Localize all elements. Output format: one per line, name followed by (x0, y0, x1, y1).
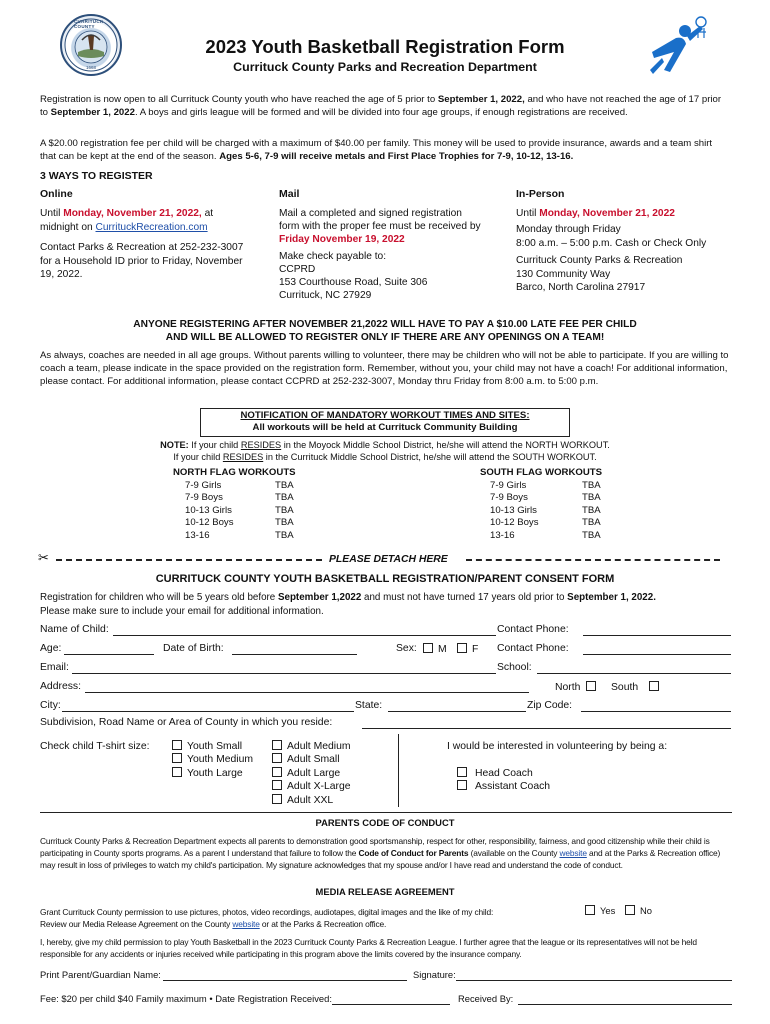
contact-phone-2-label: Contact Phone: (497, 643, 569, 654)
workout-subtitle: All workouts will be held at Currituck Community Building (252, 422, 518, 433)
age-field[interactable] (64, 644, 154, 655)
youth-large-option[interactable]: Youth Large (172, 767, 253, 780)
address-label: Address: (40, 681, 82, 692)
volunteer-label: I would be interested in volunteering by being a: (447, 741, 668, 752)
sex-label: Sex: (396, 643, 417, 654)
zip-label: Zip Code: (527, 700, 573, 711)
adult-medium-option[interactable]: Adult Medium (272, 740, 351, 753)
intro-paragraph-1: Registration is now open to all Currituck County youth who have reached the age of 5 prior to September 1, 2022, and who have not reached the age of 17 prior to September 1, 2022. A boys and girls league will be formed and will be divided into four age groups, if enough registrations are received. (40, 94, 722, 118)
consent-intro-line-1: Registration for children who will be 5 years old before September 1,2022 and must not have turned 17 years old prior to September 1, 2022. (40, 592, 656, 603)
head-coach-option[interactable]: Head Coach (457, 767, 550, 780)
head-coach-checkbox[interactable] (457, 767, 467, 777)
coaches-paragraph: As always, coaches are needed in all age groups. Without parents willing to volunteer, there may be children who will not be able to participate. If you are willing to coach a team, please indicate in the space provided on the registration form. Remember, without you, your child may not have a coach! For additional information, please contact. For additional information, please contact CCPRD at 252-232-3007, Monday thru Friday from 8:00 a.m. to 5:00 p.m. (40, 350, 729, 387)
online-line-4: for a Household ID prior to Friday, November (40, 255, 243, 267)
youth-large-checkbox[interactable] (172, 767, 182, 777)
late-fee-notice-1: ANYONE REGISTERING AFTER NOVEMBER 21,2022 WILL HAVE TO PAY A $10.00 LATE FEE PER CHILD (133, 319, 637, 330)
online-line-1: Until Monday, November 21, 2022, at (40, 208, 214, 219)
page-title: 2023 Youth Basketball Registration Form (205, 36, 565, 57)
north-workouts-title: NORTH FLAG WORKOUTS (173, 467, 296, 478)
contact-phone-2-field[interactable] (583, 644, 731, 655)
detach-line-left (56, 559, 322, 561)
volunteer-options (457, 767, 550, 794)
contact-phone-label: Contact Phone: (497, 624, 569, 635)
participation-permission: I, hereby, give my child permission to play Youth Basketball in the 2023 Currituck County Parks & Recreation League. I further agree that the league or its representatives will not be held responsible for any accidents or injuries received while participating in this program above the limits covered by the insurance company. (40, 937, 697, 959)
received-by-label: Received By: (458, 993, 514, 1004)
assistant-coach-option[interactable]: Assistant Coach (457, 780, 550, 793)
consent-form-title: CURRITUCK COUNTY YOUTH BASKETBALL REGISTRATION/PARENT CONSENT FORM (155, 573, 615, 585)
tshirt-divider (398, 734, 399, 807)
assistant-coach-checkbox[interactable] (457, 780, 467, 790)
sex-male-checkbox[interactable] (423, 643, 433, 653)
media-yes-checkbox[interactable] (585, 905, 595, 915)
youth-sizes (172, 740, 253, 780)
city-label: City: (40, 700, 61, 711)
date-received-field[interactable] (332, 994, 450, 1005)
consent-intro (40, 591, 732, 620)
south-option[interactable]: South (611, 681, 664, 693)
youth-small-checkbox[interactable] (172, 740, 182, 750)
table-row: 7-9 Girls TBA (185, 479, 294, 491)
dob-label: Date of Birth: (163, 643, 224, 654)
intro-paragraph-2: A $20.00 registration fee per child will be charged with a maximum of $40.00 per family. This money will be used to provide insurance, awards and a team shirt that can be kept at the end of the season. Ages 5-6, 7-9 will receive metals and First Place Trophies for 7-9, 10-12, 13-16. (40, 138, 713, 162)
table-row: 10-13 Girls TBA (490, 504, 601, 516)
conduct-website-link[interactable]: website (559, 848, 587, 858)
online-line-3: Contact Parks & Recreation at 252-232-3007 (40, 242, 244, 254)
youth-small-option[interactable]: Youth Small (172, 740, 253, 753)
state-field[interactable] (388, 701, 526, 712)
table-row: 7-9 Girls TBA (490, 479, 601, 491)
state-label: State: (355, 700, 383, 711)
print-name-label: Print Parent/Guardian Name: (40, 969, 161, 980)
south-workouts-table (490, 480, 619, 543)
subdivision-field[interactable] (362, 718, 731, 729)
media-yes-option[interactable]: Yes (585, 905, 615, 916)
north-workouts (173, 467, 312, 543)
media-line-2: Review our Media Release Agreement on the County website or at the Parks & Recreation office. (40, 919, 387, 929)
child-name-field[interactable] (113, 625, 496, 636)
adult-large-option[interactable]: Adult Large (272, 767, 351, 780)
address-field[interactable] (85, 682, 529, 693)
media-line-1: Grant Currituck County permission to use pictures, photos, video recordings, audiotapes, digital images and the like of my child: (40, 907, 494, 917)
online-line-2: midnight on CurrituckRecreation.com (40, 221, 208, 233)
adult-xlarge-option[interactable]: Adult X-Large (272, 780, 351, 793)
city-field[interactable] (62, 701, 354, 712)
section-divider (40, 812, 732, 813)
media-no-option[interactable]: No (625, 905, 652, 916)
south-workouts (480, 467, 619, 543)
conduct-text: Currituck County Parks & Recreation Department expects all parents to demonstration good sportsmanship, respect for other, responsibility, fairness, and good citizenship while their child is participating in County sports programs. As a parent I understand that failure to follow the Code of Conduct for Parents (available on the County website and at the Parks & Recreation office) may result in loss of privileges to watch my child's participation. My signature acknowledges that my spouse and/or I have read and understand the code of conduct. (40, 836, 721, 870)
mail-deadline: Friday November 19, 2022 (279, 234, 405, 246)
signature-field[interactable] (456, 970, 732, 981)
mail-section (279, 207, 511, 302)
adult-sizes (272, 740, 351, 807)
subdivision-label: Subdivision, Road Name or Area of County in which you reside: (40, 717, 333, 728)
mail-line-7: Currituck, NC 27929 (279, 290, 372, 302)
currituck-recreation-link[interactable]: CurrituckRecreation.com (95, 221, 208, 233)
inperson-line-6: Barco, North Carolina 27917 (516, 282, 646, 294)
media-no-checkbox[interactable] (625, 905, 635, 915)
adult-xxl-option[interactable]: Adult XXL (272, 794, 351, 807)
inperson-line-1: Until Monday, November 21, 2022 (516, 208, 675, 219)
seal-text-bottom: 1668 (86, 65, 97, 70)
ways-heading: 3 WAYS TO REGISTER (40, 170, 153, 182)
table-row: 7-9 Boys TBA (185, 492, 294, 504)
sex-female-checkbox[interactable] (457, 643, 467, 653)
north-checkbox[interactable] (586, 681, 596, 691)
page-subtitle: Currituck County Parks and Recreation Department (233, 60, 537, 74)
mail-line-2: form with the proper fee must be received by (279, 221, 481, 233)
fee-label: Fee: $20 per child $40 Family maximum • Date Registration Received: (40, 993, 332, 1004)
mail-heading: Mail (279, 188, 300, 200)
table-row: 10-12 Boys TBA (185, 517, 294, 529)
media-title: MEDIA RELEASE AGREEMENT (315, 886, 455, 897)
workout-title: NOTIFICATION OF MANDATORY WORKOUT TIMES AND SITES: (240, 410, 530, 421)
inperson-heading: In-Person (516, 188, 565, 200)
online-line-5: 19, 2022. (40, 269, 83, 281)
print-name-field[interactable] (163, 970, 407, 981)
consent-intro-line-2: Please make sure to include your email for additional information. (40, 606, 324, 618)
table-row: 7-9 Boys TBA (490, 492, 601, 504)
youth-medium-checkbox[interactable] (172, 753, 182, 763)
youth-medium-option[interactable]: Youth Medium (172, 753, 253, 766)
inperson-section (516, 207, 741, 294)
email-label: Email: (40, 662, 69, 673)
mail-line-4: Make check payable to: (279, 250, 387, 262)
table-row: 13-16 TBA (490, 529, 601, 541)
detach-label: PLEASE DETACH HERE (329, 554, 448, 565)
signature-label: Signature: (413, 969, 456, 980)
workout-note-2: If your child RESIDES in the Currituck Middle School District, he/she will attend the SOUTH WORKOUT. (173, 452, 597, 462)
mail-line-1: Mail a completed and signed registration (279, 208, 462, 219)
adult-small-checkbox[interactable] (272, 753, 282, 763)
adult-medium-checkbox[interactable] (272, 740, 282, 750)
inperson-line-3: 8:00 a.m. – 5:00 p.m. Cash or Check Only (516, 237, 707, 249)
online-section (40, 207, 275, 282)
age-label: Age: (40, 643, 62, 654)
media-website-link[interactable]: website (232, 919, 260, 929)
adult-xxl-checkbox[interactable] (272, 794, 282, 804)
table-row: 10-12 Boys TBA (490, 517, 601, 529)
received-by-field[interactable] (518, 994, 732, 1005)
contact-phone-field[interactable] (583, 625, 731, 636)
late-fee-notice-2: AND WILL BE ALLOWED TO REGISTER ONLY IF THERE ARE ANY OPENINGS ON A TEAM! (165, 332, 605, 343)
conduct-title: PARENTS CODE OF CONDUCT (315, 817, 455, 828)
inperson-line-4: Currituck County Parks & Recreation (516, 255, 683, 267)
email-field[interactable] (72, 663, 496, 674)
tshirt-size-label: Check child T-shirt size: (40, 741, 150, 752)
online-heading: Online (40, 188, 73, 200)
detach-line-right (466, 559, 720, 561)
north-option[interactable]: North (555, 681, 601, 693)
scissors-icon: ✂ (38, 550, 49, 565)
dob-field[interactable] (232, 644, 357, 655)
child-name-label: Name of Child: (40, 624, 109, 635)
school-label: School: (497, 662, 532, 673)
seal-text-top: CURRITUCK COUNTY (74, 19, 104, 29)
south-checkbox[interactable] (649, 681, 659, 691)
sex-male-option[interactable]: M (423, 643, 447, 655)
adult-large-checkbox[interactable] (272, 767, 282, 777)
school-field[interactable] (537, 663, 731, 674)
mail-line-5: CCPRD (279, 263, 316, 275)
zip-field[interactable] (581, 701, 731, 712)
table-row: 10-13 Girls TBA (185, 504, 294, 516)
sex-female-option[interactable]: F (457, 643, 478, 655)
adult-xlarge-checkbox[interactable] (272, 780, 282, 790)
mail-line-6: 153 Courthouse Road, Suite 306 (279, 277, 428, 289)
basketball-player-logo-icon (640, 14, 712, 80)
north-workouts-table (185, 480, 312, 543)
adult-small-option[interactable]: Adult Small (272, 753, 351, 766)
inperson-line-2: Monday through Friday (516, 224, 621, 236)
table-row: 13-16 TBA (185, 529, 294, 541)
inperson-line-5: 130 Community Way (516, 268, 611, 280)
south-workouts-title: SOUTH FLAG WORKOUTS (480, 467, 603, 478)
workout-note-1: NOTE: If your child RESIDES in the Moyock Middle School District, he/she will attend the NORTH WORKOUT. (160, 440, 610, 450)
